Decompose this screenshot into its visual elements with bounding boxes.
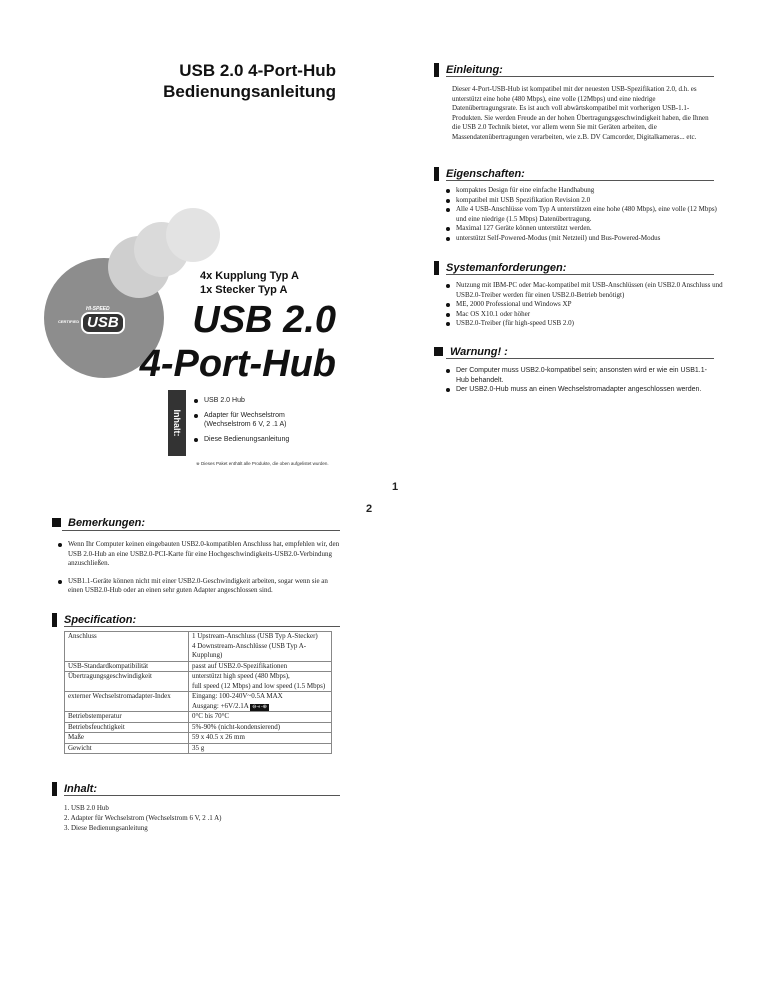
spec-value-line: 1 Upstream-Anschluss (USB Typ A-Stecker) [192,632,318,640]
warnung-rule [446,358,714,359]
ports-info [200,269,299,297]
list-item: 3. Diese Bedienungsanleitung [64,824,148,832]
inhalt-box-tab [168,390,186,456]
document-title [163,60,336,102]
einleitung-heading [434,63,503,77]
system-heading-text: Systemanforderungen: [446,262,567,274]
list-item: Nutzung mit IBM-PC oder Mac-kompatibel mit USB-Anschlüssen (ein USB2.0 Anschluss und USB2.0-Treiber werden für einen USB2.0-Betrieb benötigt) [446,281,728,300]
system-rule [446,274,714,275]
cover-big-title-1: USB 2.0 [192,299,336,341]
list-item: kompaktes Design für eine einfache Handhabung [446,186,728,196]
spec-value [189,743,332,754]
heading-bar-icon [434,261,439,275]
spec-value-text: Ausgang: +6V/2.1A [192,701,249,710]
einleitung-rule [446,76,714,77]
usb-logo [56,300,132,338]
title-line-1: USB 2.0 4-Port-Hub [179,61,336,80]
bemerkungen-list [58,540,340,596]
usb-logo-top: HI-SPEED [86,306,110,312]
table-row [65,661,332,672]
list-item: USB1.1-Geräte können nicht mit einer USB2.0-Geschwindigkeit arbeiten, sogar wenn sie an einen USB2.0-Hub oder an einen sehr guten Adapter angeschlossen sind. [58,577,340,596]
spec-value [189,722,332,733]
page-number-1: 1 [392,481,399,493]
inhalt-rule [64,795,340,796]
spec-value-line: unterstützt high speed (480 Mbps), [192,672,290,680]
system-list [446,281,728,329]
spec-value-line: 35 g [192,743,205,752]
spec-key: Übertragungsgeschwindigkeit [65,672,189,692]
heading-square-icon [434,347,443,356]
table-row [65,743,332,754]
inhalt-box-label: Inhalt: [172,409,182,437]
spec-key: USB-Standardkompatibilität [65,661,189,672]
spec-key: Maße [65,733,189,744]
specification-heading-text: Specification: [64,614,137,626]
warnung-heading [434,346,508,358]
heading-bar-icon [434,63,439,77]
list-item: 2. Adapter für Wechselstrom (Wechselstrom 6 V, 2 .1 A) [64,814,222,822]
list-item: ME, 2000 Professional und Windows XP [446,300,728,310]
bemerkungen-heading [52,517,145,529]
decor-circle-right [166,208,220,262]
title-line-2: Bedienungsanleitung [163,82,336,101]
spec-value-line: Eingang: 100-240V~0.5A MAX [192,692,283,700]
inhalt-list [64,803,222,833]
spec-value-line: 59 x 40.5 x 26 mm [192,733,245,741]
eigenschaften-heading [434,167,525,181]
heading-square-icon [52,518,61,527]
ports-line-2: 1x Stecker Typ A [200,284,288,296]
spec-value [189,632,332,662]
eigenschaften-list [446,186,728,244]
cover-footnote [196,461,329,467]
ports-line-1: 4x Kupplung Typ A [200,270,299,282]
system-heading [434,261,566,275]
heading-bar-icon [434,167,439,181]
spec-value [189,692,332,712]
list-item: kompatibel mit USB Spezifikation Revision 2.0 [446,196,728,206]
list-item: Maximal 127 Geräte können unterstützt werden. [446,224,728,234]
list-item: Alle 4 USB-Anschlüsse vom Typ A unterstützen eine hohe (480 Mbps), eine volle (12 Mbps) und eine niedrige (1.5 Mbps) Datenübertragung. [446,205,728,224]
warnung-list [446,366,716,395]
polarity-badge: ⊖-◐-⊕ [252,703,267,710]
page-number-2: 2 [366,503,373,515]
specification-rule [64,626,340,627]
spec-value [189,661,332,672]
table-row [65,722,332,733]
list-item: Mac OS X10.1 oder höher [446,310,728,320]
spec-key: Betriebstemperatur [65,712,189,723]
spec-value-line [192,702,328,712]
heading-bar-icon [52,613,57,627]
inhalt-box-list [194,396,329,444]
spec-value-line: passt auf USB2.0-Spezifikationen [192,661,288,670]
spec-key: externer Wechselstromadapter-Index [65,692,189,712]
list-item: Der USB2.0-Hub muss an einen Wechselstromadapter angeschlossen werden. [446,385,716,395]
cover-big-title-2: 4-Port-Hub [139,343,336,385]
einleitung-heading-text: Einleitung: [446,64,503,76]
spec-value-line: 4 Downstream-Anschlüsse (USB Typ A-Kupplung) [192,641,307,659]
footnote-symbol: ※ [196,461,200,466]
footnote-text: Dieses Paket enthält alle Produkte, die oben aufgelistet wurden. [201,461,329,466]
usb-logo-main: USB [81,312,125,334]
table-row [65,672,332,692]
list-item: 1. USB 2.0 Hub [64,804,109,812]
bemerkungen-rule [62,530,340,531]
table-row [65,632,332,662]
list-item: Wenn Ihr Computer keinen eingebauten USB2.0-kompatiblen Anschluss hat, empfehlen wir, den USB 2.0-Hub an eine USB2.0-PCI-Karte für eine Hochgeschwindigkeits-USB2.0-Verbindung anzuschließen. [58,540,340,569]
spec-value [189,712,332,723]
inhalt-heading-text: Inhalt: [64,783,97,795]
inhalt-box-item: Adapter für Wechselstrom (Wechselstrom 6 V, 2 .1 A) [194,411,329,430]
list-item: unterstützt Self-Powered-Modus (mit Netzteil) und Bus-Powered-Modus [446,234,728,244]
spec-value [189,672,332,692]
spec-key: Gewicht [65,743,189,754]
spec-value-line: 5%-90% (nicht-kondensierend) [192,722,281,731]
list-item: Der Computer muss USB2.0-kompatibel sein; ansonsten wird er wie ein USB1.1-Hub behandelt. [446,366,716,385]
inhalt-box-item: USB 2.0 Hub [194,396,329,406]
spec-key: Betriebsfeuchtigkeit [65,722,189,733]
spec-value-line: 0°C bis 70°C [192,712,230,720]
list-item: USB2.0-Treiber (für high-speed USB 2.0) [446,319,728,329]
heading-bar-icon [52,782,57,796]
eigenschaften-rule [446,180,714,181]
spec-value-line: full speed (12 Mbps) and low speed (1.5 Mbps) [192,681,326,690]
inhalt-heading [52,782,97,796]
inhalt-box [168,390,334,456]
einleitung-text: Dieser 4-Port-USB-Hub ist kompatibel mit der neuesten USB-Spezifikation 2.0, d.h. es unterstützt eine hohe (480 Mbps), eine volle (12Mbps) und eine niedrige Datenübertragungsrate. Es ist auch voll abwärtskompatibel mit vorherigen USB-1.1-Produkten. Sie werden Freude an der hohen Übertragungsgeschwindigkeit haben, die Ihnen die USB 2.0 Technik bietet, vor allem wenn Sie mit Geräten arbeiten, die Massendatenübertragungen verarbeiten, wie z.B. DV Camcorder, Digitalkameras... etc. [452,85,709,141]
specification-heading [52,613,136,627]
table-row [65,692,332,712]
eigenschaften-heading-text: Eigenschaften: [446,168,525,180]
bemerkungen-heading-text: Bemerkungen: [68,517,146,529]
specification-table [64,631,332,754]
table-row [65,712,332,723]
usb-logo-side: CERTIFIED [58,319,80,324]
spec-value [189,733,332,744]
spec-key: Anschluss [65,632,189,662]
inhalt-box-item: Diese Bedienungsanleitung [194,435,329,445]
table-row [65,733,332,744]
warnung-heading-text: Warnung! : [450,346,508,358]
